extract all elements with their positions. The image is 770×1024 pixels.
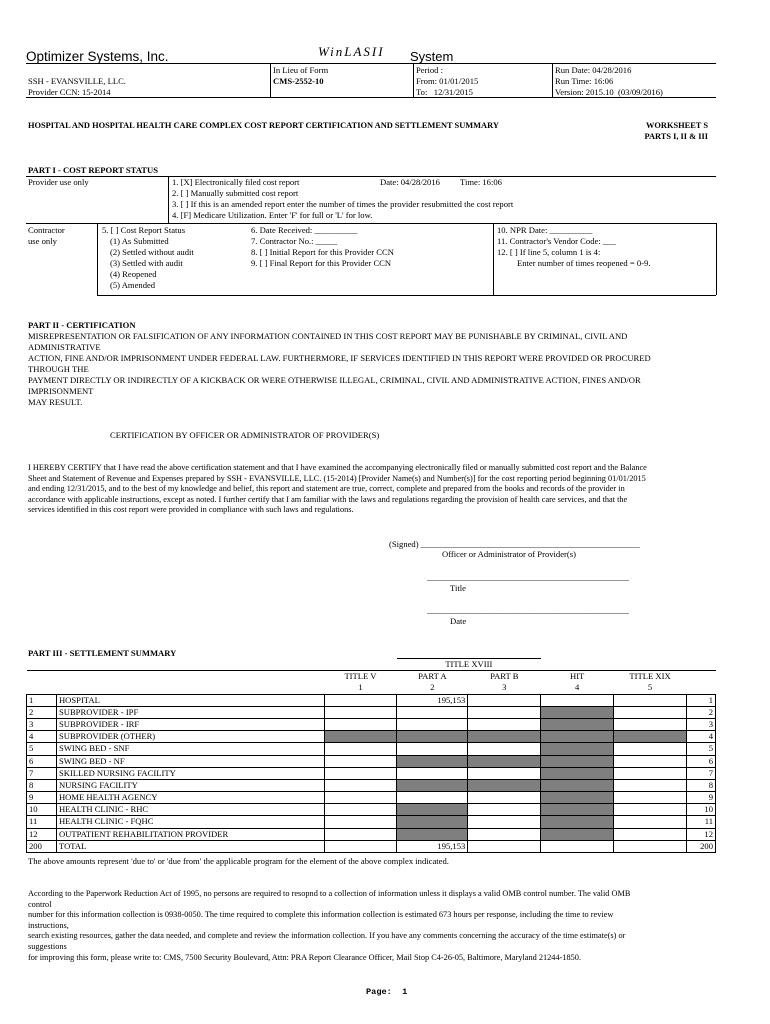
col-num: 4	[575, 682, 580, 693]
paperwork-line: control	[28, 899, 52, 909]
table-row	[27, 718, 716, 730]
status-line-3: 3. [ ] If this is an amended report enter the number of times the provider resubmitted the cost report	[172, 199, 514, 209]
table-row	[27, 816, 716, 828]
cert-line: Sheet and Statement of Revenue and Expenses prepared by SSH - EVANSVILLE, LLC. (15-2014) [Provider Name(s) and Number(s)] for the cost reporting period beginning 01/01/2015	[28, 473, 646, 483]
row-label: SUBPROVIDER (OTHER)	[56, 731, 324, 743]
table-row	[27, 694, 716, 706]
status-line-2: 2. [ ] Manually submitted cost report	[172, 188, 299, 198]
run-time: Run Time: 16:06	[555, 76, 614, 86]
contractor-use-label	[28, 225, 65, 247]
table-header-row	[27, 659, 716, 671]
row-value	[614, 694, 687, 706]
row-label: SWING BED - SNF	[56, 743, 324, 755]
table-row	[27, 731, 716, 743]
contractor-divider	[493, 223, 494, 295]
row-number: 9	[27, 792, 57, 804]
row-number-right: 12	[686, 828, 715, 840]
period-to: To: 12/31/2015	[416, 87, 473, 97]
row-number: 12	[27, 828, 57, 840]
company-name: Optimizer Systems, Inc.	[26, 49, 169, 64]
provider-use-lines	[172, 177, 513, 221]
header-divider	[270, 63, 271, 97]
row-value	[397, 755, 468, 767]
filed-date: Date: 04/28/2016	[380, 177, 440, 187]
part2-heading: PART II - CERTIFICATION	[28, 320, 136, 330]
signature-line[interactable]: (Signed) ___________________________________________________	[389, 539, 640, 549]
row-value	[468, 779, 541, 791]
row-value	[614, 731, 687, 743]
row-value	[324, 755, 397, 767]
table-row	[27, 840, 716, 852]
status-item: (5) Amended	[110, 280, 156, 290]
warning-line: IMPRISONMENT	[28, 386, 94, 396]
status-item: (3) Settled with audit	[110, 258, 183, 268]
page-number: Page: 1	[366, 987, 408, 997]
row-value	[541, 718, 614, 730]
row-number-right: 10	[686, 804, 715, 816]
row-value	[397, 779, 468, 791]
version: Version: 2015.10 (03/09/2016)	[555, 87, 663, 97]
warning-line: ACTION, FINE AND/OR IMPRISONMENT UNDER FEDERAL LAW. FURTHERMORE, IF SERVICES IDENTIFIED IN THIS REPORT WERE PROVIDED OR PROCURED	[28, 353, 651, 363]
cert-line: I HEREBY CERTIFY that I have read the above certification statement and that I have examined the accompanying electronically filed or manually submitted cost report and the Balance	[28, 463, 647, 472]
run-date: Run Date: 04/28/2016	[555, 65, 632, 75]
row-number: 5	[27, 743, 57, 755]
row-number-right: 9	[686, 792, 715, 804]
paperwork-notice	[28, 889, 630, 963]
contractor-fields	[251, 225, 394, 269]
row-number-right: 2	[686, 706, 715, 718]
row-value	[541, 694, 614, 706]
period-info	[416, 65, 478, 98]
period-from: From: 01/01/2015	[416, 76, 479, 86]
cert-line: accordance with applicable instructions, except as noted. I further certify that I am familiar with the laws and regulations regarding the provision of health care services, and that the	[28, 494, 628, 504]
paperwork-line: number for this information collection is 0938-0050. The time required to complete this information collection is estimated 673 hours per response, including the time to review	[28, 910, 614, 920]
header-divider	[413, 63, 414, 97]
row-value	[541, 804, 614, 816]
row-value	[614, 743, 687, 755]
row-value	[397, 804, 468, 816]
row-value	[468, 828, 541, 840]
date-received: 6. Date Received: __________	[251, 225, 358, 235]
reopen-check: 12. [ ] If line 5, column 1 is 4:	[497, 247, 601, 257]
electronic-filed: 1. [X] Electronically filed cost report	[172, 177, 300, 187]
row-value: 195,153	[397, 840, 468, 852]
row-value	[614, 706, 687, 718]
row-value	[468, 767, 541, 779]
provider-info	[28, 76, 126, 98]
initial-report: 8. [ ] Initial Report for this Provider CCN	[251, 247, 394, 257]
cert-line: and ending 12/31/2015, and to the best of my knowledge and belief, this report and statement are true, correct, complete and prepared from the books and records of the provider in	[28, 484, 625, 494]
warning-text	[28, 331, 651, 408]
row-value	[397, 828, 468, 840]
row-value	[324, 694, 397, 706]
warning-line: MAY RESULT.	[28, 397, 83, 407]
row-label: TOTAL	[56, 840, 324, 852]
header-divider	[552, 63, 553, 97]
row-number: 200	[27, 840, 57, 852]
table-row	[27, 743, 716, 755]
row-value	[324, 718, 397, 730]
report-title: HOSPITAL AND HOSPITAL HEALTH CARE COMPLEX COST REPORT CERTIFICATION AND SETTLEMENT SUMMARY	[28, 121, 499, 130]
part1-heading: PART I - COST REPORT STATUS	[28, 165, 159, 175]
row-value	[324, 706, 397, 718]
warning-line: THROUGH THE	[28, 364, 89, 374]
row-value	[324, 743, 397, 755]
row-value	[541, 706, 614, 718]
row-value	[397, 792, 468, 804]
form-number: CMS-2552-10	[273, 76, 324, 86]
col-part-a: PART A	[397, 671, 468, 683]
col-num: 2	[430, 682, 435, 693]
table-header-row	[27, 682, 716, 694]
row-value	[541, 779, 614, 791]
status-item: 5. [ ] Cost Report Status	[102, 225, 186, 235]
row-value	[614, 792, 687, 804]
paperwork-line: search existing resources, gather the data needed, and complete and review the information collection. If you have any comments concerning the accuracy of the time estimate(s) or	[28, 931, 626, 941]
row-label: SUBPROVIDER - IRF	[56, 718, 324, 730]
signature-caption: Officer or Administrator of Provider(s)	[442, 549, 576, 559]
row-value	[324, 828, 397, 840]
provider-name: SSH - EVANSVILLE, LLC.	[28, 76, 126, 86]
col-num: 5	[647, 682, 653, 693]
row-number: 8	[27, 779, 57, 791]
row-value	[614, 828, 687, 840]
row-value	[614, 779, 687, 791]
title-caption: Title	[450, 583, 466, 593]
row-value	[614, 755, 687, 767]
table-row	[27, 779, 716, 791]
lieu-label: In Lieu of Form	[273, 65, 329, 75]
status-item: (1) As Submitted	[110, 236, 169, 246]
row-value	[397, 816, 468, 828]
contractor-rule-bottom	[97, 295, 716, 296]
system-label: System	[410, 49, 454, 64]
paperwork-line: According to the Paperwork Reduction Act of 1995, no persons are required to resopnd to a collection of information unless it displays a valid OMB control number. The valid OMB	[28, 889, 631, 898]
reopen-count: Enter number of times reopened = 0-9.	[517, 258, 651, 268]
final-report: 9. [ ] Final Report for this Provider CCN	[251, 258, 392, 268]
row-number: 7	[27, 767, 57, 779]
col-title-v: TITLE V	[324, 671, 397, 683]
row-label: HOSPITAL	[56, 694, 324, 706]
row-number-right: 3	[686, 718, 715, 730]
col-title-xix: TITLE XIX	[614, 671, 687, 683]
row-value	[541, 743, 614, 755]
row-label: HOME HEALTH AGENCY	[56, 792, 324, 804]
warning-line: PAYMENT DIRECTLY OR INDIRECTLY OF A KICKBACK OR WERE OTHERWISE ILLEGAL, CRIMINAL, CIVIL AND ADMINISTRATIVE ACTION, FINES AND/OR	[28, 375, 641, 385]
row-label: HEALTH CLINIC - FQHC	[56, 816, 324, 828]
period-label: Period :	[416, 65, 443, 75]
row-number: 2	[27, 706, 57, 718]
status-line-1	[172, 177, 513, 188]
row-value	[541, 767, 614, 779]
row-value	[614, 767, 687, 779]
row-number-right: 1	[686, 694, 715, 706]
row-number: 10	[27, 804, 57, 816]
row-value	[541, 840, 614, 852]
row-value	[614, 840, 687, 852]
row-value	[468, 743, 541, 755]
table-header-row	[27, 671, 716, 683]
contractor-divider	[716, 223, 717, 295]
contractor-rule	[26, 223, 716, 224]
row-label: SKILLED NURSING FACILITY	[56, 767, 324, 779]
row-number-right: 6	[686, 755, 715, 767]
worksheet-parts: PARTS I, II & III	[644, 131, 708, 141]
row-value	[397, 718, 468, 730]
warning-line: ADMINISTRATIVE	[28, 342, 101, 352]
row-value	[468, 755, 541, 767]
date-caption: Date	[450, 616, 467, 626]
row-label: SWING BED - NF	[56, 755, 324, 767]
header-rule-top	[26, 63, 716, 64]
row-value	[324, 792, 397, 804]
row-number-right: 4	[686, 731, 715, 743]
row-value	[468, 804, 541, 816]
status-item: (2) Settled without audit	[110, 247, 194, 257]
cert-line: services identified in this cost report were provided in compliance with such laws and regulations.	[28, 505, 354, 515]
row-number-right: 11	[686, 816, 715, 828]
row-value	[541, 828, 614, 840]
table-row	[27, 767, 716, 779]
row-number: 1	[27, 694, 57, 706]
row-value	[324, 816, 397, 828]
row-number-right: 7	[686, 767, 715, 779]
row-value	[468, 840, 541, 852]
worksheet-name: WORKSHEET S	[646, 121, 708, 130]
title-xviii-header: TITLE XVIII	[397, 659, 541, 671]
table-row	[27, 804, 716, 816]
row-value	[614, 816, 687, 828]
row-number: 4	[27, 731, 57, 743]
row-value	[324, 779, 397, 791]
contractor-divider	[97, 223, 98, 295]
paperwork-line: suggestions	[28, 942, 67, 952]
row-value: 195,153	[397, 694, 468, 706]
worksheet-label	[644, 121, 708, 143]
part1-divider	[168, 176, 169, 223]
paperwork-line: instructions,	[28, 920, 69, 930]
row-number: 11	[27, 816, 57, 828]
table-row	[27, 755, 716, 767]
row-value	[614, 804, 687, 816]
vendor-code: 11. Contractor's Vendor Code: ___	[497, 236, 616, 246]
row-number-right: 200	[686, 840, 715, 852]
certification-text	[28, 463, 647, 516]
row-value	[541, 816, 614, 828]
filed-time: Time: 16:06	[460, 177, 502, 187]
settlement-body	[27, 694, 716, 852]
title-line[interactable]: _______________________________________________	[427, 572, 629, 582]
row-value	[324, 840, 397, 852]
row-number: 6	[27, 755, 57, 767]
cost-report-status	[102, 225, 194, 291]
run-info	[555, 65, 663, 98]
provider-use-label: Provider use only	[28, 177, 89, 187]
settlement-table	[26, 658, 716, 853]
settlement-note: The above amounts represent 'due to' or 'due from' the applicable program for the element of the above complex indicated.	[28, 856, 449, 866]
col-part-b: PART B	[468, 671, 541, 683]
contractor-label-1: Contractor	[28, 225, 65, 235]
row-label: OUTPATIENT REHABILITATION PROVIDER	[56, 828, 324, 840]
table-row	[27, 828, 716, 840]
warning-line: MISREPRESENTATION OR FALSIFICATION OF ANY INFORMATION CONTAINED IN THIS COST REPORT MAY BE PUNISHABLE BY CRIMINAL, CIVIL AND	[28, 331, 628, 341]
paperwork-line: for improving this form, please write to: CMS, 7500 Security Boulevard, Attn: PRA Report Clearance Officer, Mail Stop C4-26-05, Baltimore, Maryland 21244-1850.	[28, 952, 582, 962]
row-value	[541, 755, 614, 767]
row-value	[397, 731, 468, 743]
npr-date: 10. NPR Date: __________	[497, 225, 593, 235]
row-label: SUBPROVIDER - IPF	[56, 706, 324, 718]
row-value	[614, 718, 687, 730]
row-value	[468, 718, 541, 730]
status-line-4: 4. [F] Medicare Utilization. Enter 'F' for full or 'L' for low.	[172, 210, 373, 220]
col-hit: HIT	[541, 671, 614, 683]
row-value	[541, 792, 614, 804]
row-value	[324, 804, 397, 816]
contractor-label-2: use only	[28, 236, 57, 246]
row-value	[397, 767, 468, 779]
part3-heading: PART III - SETTLEMENT SUMMARY	[28, 648, 177, 658]
row-number-right: 5	[686, 743, 715, 755]
row-number-right: 8	[686, 779, 715, 791]
row-value	[468, 792, 541, 804]
row-value	[397, 706, 468, 718]
provider-ccn: Provider CCN: 15-2014	[28, 87, 111, 97]
col-num: 1	[358, 682, 363, 693]
npr-fields	[497, 225, 650, 269]
row-value	[541, 731, 614, 743]
row-value	[468, 731, 541, 743]
table-row	[27, 792, 716, 804]
row-value	[468, 706, 541, 718]
table-row	[27, 706, 716, 718]
row-number: 3	[27, 718, 57, 730]
form-info	[273, 65, 328, 87]
row-value	[397, 743, 468, 755]
contractor-no: 7. Contractor No.: _____	[251, 236, 338, 246]
product-logo: WinLASII	[318, 44, 385, 59]
row-value	[468, 694, 541, 706]
status-item: (4) Reopened	[110, 269, 157, 279]
certification-heading: CERTIFICATION BY OFFICER OR ADMINISTRATOR OF PROVIDER(S)	[110, 430, 380, 440]
col-num: 3	[502, 682, 507, 693]
row-label: HEALTH CLINIC - RHC	[56, 804, 324, 816]
row-value	[468, 816, 541, 828]
date-line[interactable]: _______________________________________________	[427, 605, 629, 615]
row-label: NURSING FACILITY	[56, 779, 324, 791]
row-value	[324, 731, 397, 743]
row-value	[324, 767, 397, 779]
